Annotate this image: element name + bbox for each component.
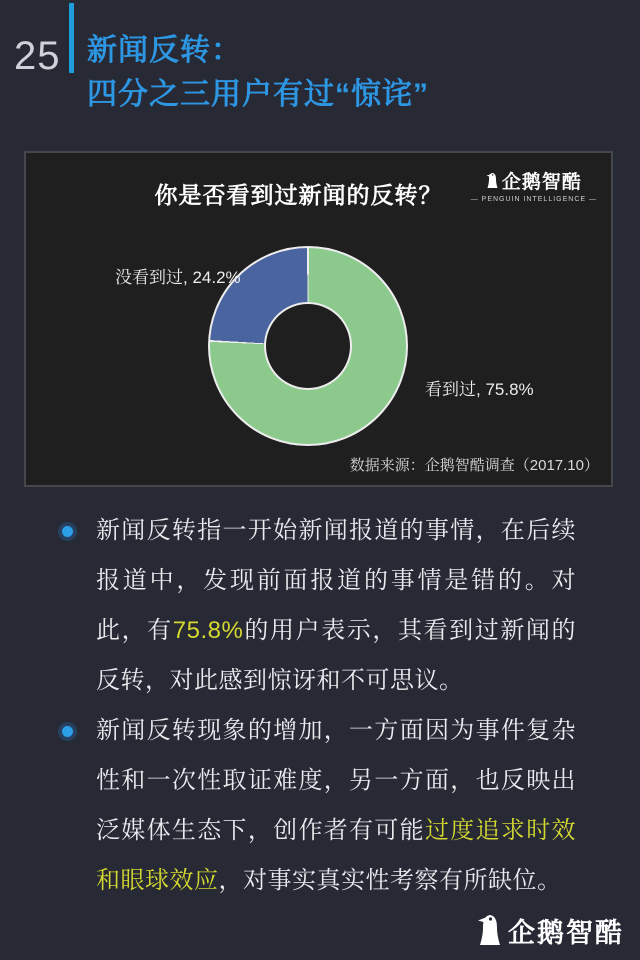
bullet-item (62, 506, 576, 706)
penguin-icon (486, 172, 499, 189)
page-number: 25 (14, 34, 61, 78)
bullet-text: 新闻反转现象的增加，一方面因为事件复杂性和一次性取证难度，另一方面，也反映出泛媒体生态下，创作者有可能过度追求时效和眼球效应，对事实真实性考察有所缺位。 (96, 717, 577, 894)
brand-logo (471, 167, 597, 203)
bullet-text: 新闻反转指一开始新闻报道的事情，在后续报道中，发现前面报道的事情是错的。对此，有75.8%的用户表示，其看到过新闻的反转，对此感到惊讶和不可思议。 (96, 517, 577, 694)
donut-hole (264, 302, 352, 390)
bullet-item (62, 706, 576, 906)
data-source: 数据来源：企鹅智酷调查（2017.10） (349, 457, 599, 474)
page-title-line1: 新闻反转： (87, 34, 242, 67)
bullet-dot-icon (62, 726, 73, 737)
pie-label-seen: 看到过, 75.8% (425, 380, 534, 399)
footer-brand-name: 企鹅智酷 (508, 918, 624, 948)
page-title-line2: 四分之三用户有过“惊诧” (87, 78, 429, 111)
accent-bar (69, 3, 74, 73)
penguin-icon (477, 913, 503, 947)
page-title (87, 29, 429, 117)
pie-label-not-seen: 没看到过, 24.2% (115, 268, 241, 287)
bullet-dot-icon (62, 526, 73, 537)
bullet-list (62, 506, 576, 906)
footer-brand (477, 913, 624, 947)
brand-subtitle: — PENGUIN INTELLIGENCE — (470, 196, 597, 203)
brand-name: 企鹅智酷 (501, 172, 582, 193)
chart-card (24, 151, 613, 487)
chart-title: 你是否看到过新闻的反转？ (154, 182, 443, 208)
